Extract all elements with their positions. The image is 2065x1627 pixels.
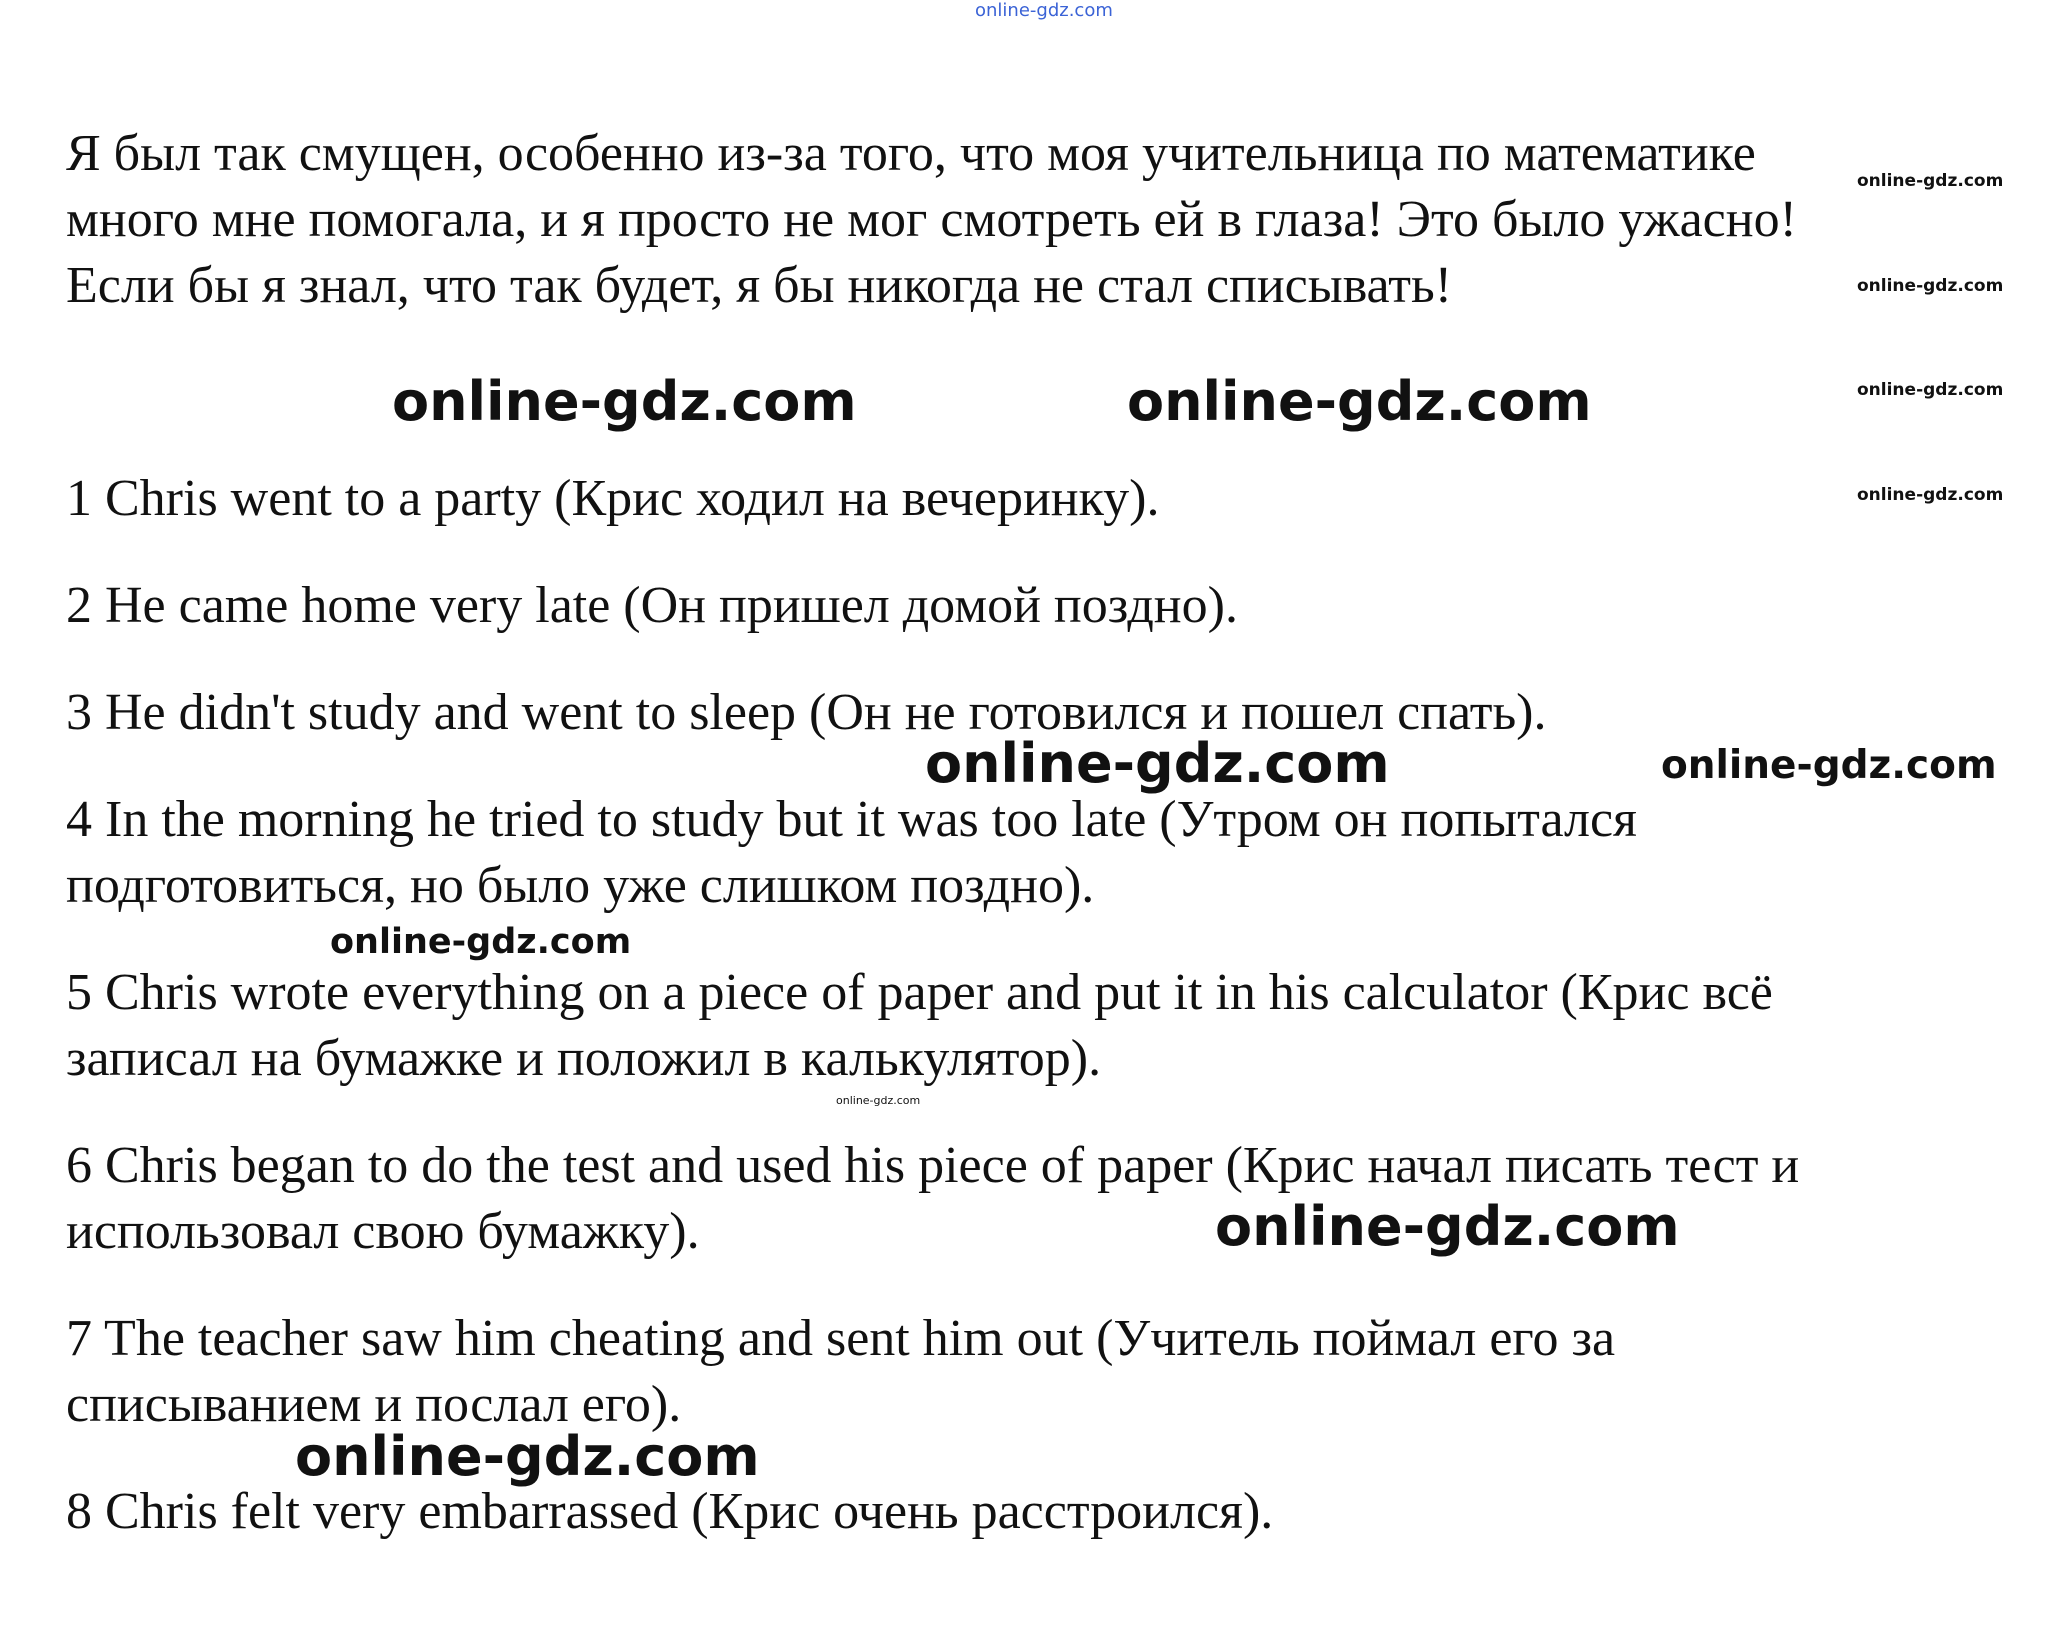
watermark-large-5: online-gdz.com bbox=[295, 1425, 760, 1488]
intro-line-3: Если бы я знал, что так будет, я бы никогда не стал списывать! bbox=[66, 257, 1453, 314]
watermark-small-2: online-gdz.com bbox=[1857, 276, 2004, 296]
item-4-line-1: 4 In the morning he tried to study but it was too late (Утром он попытался bbox=[66, 791, 1637, 848]
watermark-small-1: online-gdz.com bbox=[1857, 171, 2004, 191]
item-8-line-1: 8 Chris felt very embarrassed (Крис очень расстроился). bbox=[66, 1483, 1274, 1540]
item-6-line-2: использовал свою бумажку). bbox=[66, 1203, 700, 1260]
item-4-line-2: подготовиться, но было уже слишком поздно). bbox=[66, 857, 1095, 914]
intro-line-1: Я был так смущен, особенно из-за того, что моя учительница по математике bbox=[66, 125, 1756, 182]
watermark-large-1: online-gdz.com bbox=[392, 370, 857, 433]
watermark-tiny: online-gdz.com bbox=[836, 1094, 921, 1107]
watermark-medium-1: online-gdz.com bbox=[1661, 743, 1997, 788]
item-3-line-1: 3 He didn't study and went to sleep (Он не готовился и пошел спать). bbox=[66, 684, 1547, 741]
item-7-line-2: списыванием и послал его). bbox=[66, 1376, 682, 1433]
watermark-large-3: online-gdz.com bbox=[925, 732, 1390, 795]
item-7-line-1: 7 The teacher saw him cheating and sent him out (Учитель поймал его за bbox=[66, 1310, 1616, 1367]
item-5-line-1: 5 Chris wrote everything on a piece of paper and put it in his calculator (Крис всё bbox=[66, 964, 1773, 1021]
item-5-line-2: записал на бумажке и положил в калькулятор). bbox=[66, 1030, 1102, 1087]
item-2-line-1: 2 He came home very late (Он пришел домой поздно). bbox=[66, 577, 1238, 634]
watermark-top: online-gdz.com bbox=[975, 0, 1113, 21]
intro-line-2: много мне помогала, и я просто не мог смотреть ей в глаза! Это было ужасно! bbox=[66, 191, 1797, 248]
watermark-medium-2: online-gdz.com bbox=[330, 922, 632, 962]
watermark-small-3: online-gdz.com bbox=[1857, 380, 2004, 400]
watermark-large-2: online-gdz.com bbox=[1127, 370, 1592, 433]
item-6-line-1: 6 Chris began to do the test and used his piece of paper (Крис начал писать тест и bbox=[66, 1137, 1800, 1194]
item-1-line-1: 1 Chris went to a party (Крис ходил на вечеринку). bbox=[66, 470, 1160, 527]
watermark-small-4: online-gdz.com bbox=[1857, 485, 2004, 505]
watermark-large-4: online-gdz.com bbox=[1215, 1195, 1680, 1258]
